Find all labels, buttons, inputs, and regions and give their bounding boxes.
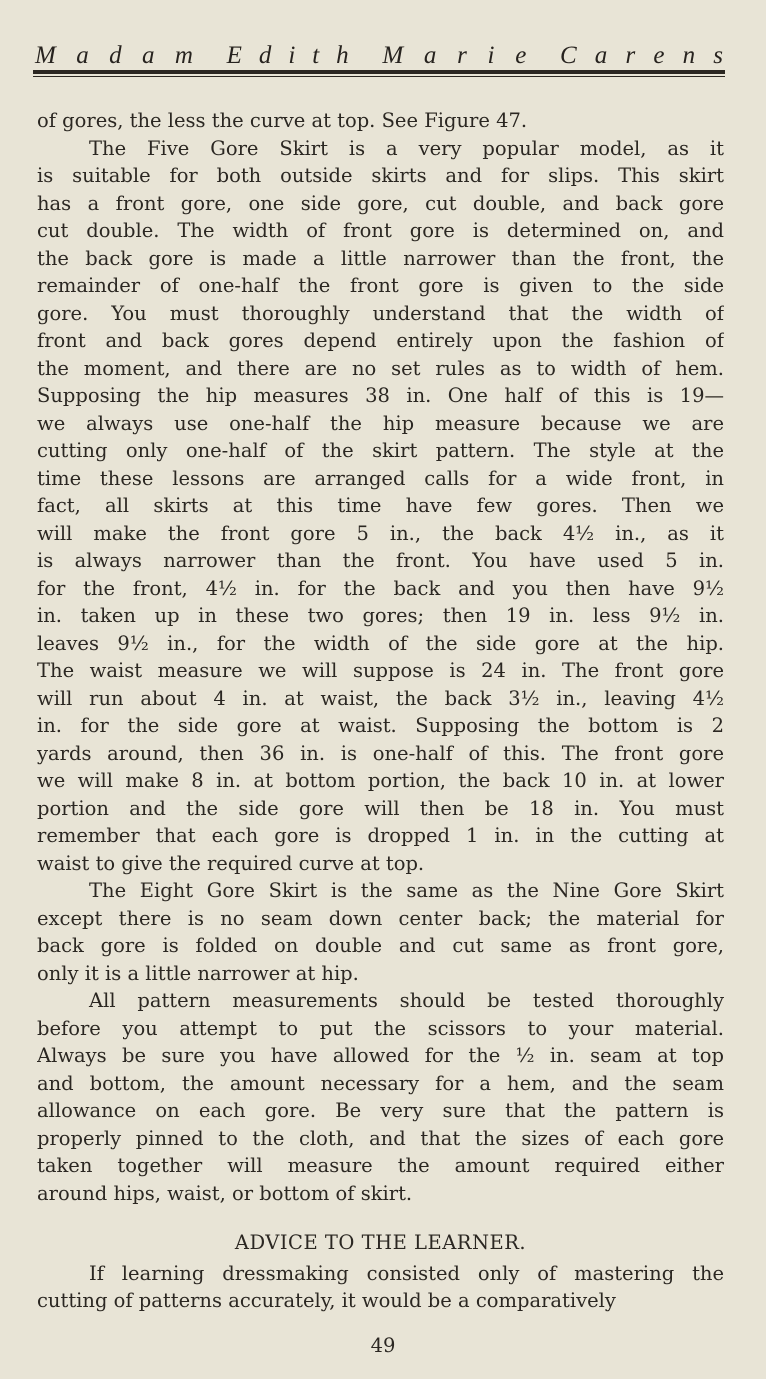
text-line: cutting of patterns accurately, it would be a comparatively [37,1289,616,1312]
text-line: back gore is folded on double and cut same as front gore, [37,934,724,957]
header-word: M a d a m [35,42,193,69]
paragraph [37,877,724,987]
header-word: E d i t h [226,42,349,69]
text-line: cut double. The width of front gore is determined on, and [37,219,724,242]
header-word: M a r i e [382,42,527,69]
paragraph [37,1260,724,1315]
header-rule-thin [33,76,725,77]
text-line: before you attempt to put the scissors to your material. [37,1016,724,1040]
text-line: taken together will measure the amount required either [37,1154,724,1177]
text-line: in. taken up in these two gores; then 19 in. less 9½ in. [37,604,724,627]
text-line: of gores, the less the curve at top. See Figure 47. [37,109,528,132]
text-line: remainder of one-half the front gore is given to the side [37,274,724,297]
text-line: yards around, then 36 in. is one-half of this. The front gore [37,741,724,765]
text-line: The Five Gore Skirt is a very popular model, as it [89,136,724,160]
running-header [35,38,723,70]
paragraph [37,987,724,1207]
text-line: The waist measure we will suppose is 24 in. The front gore [37,659,724,682]
text-line: fact, all skirts at this time have few gores. Then we [37,494,724,517]
text-line: for the front, 4½ in. for the back and you then have 9½ [37,576,724,600]
text-line: cutting only one-half of the skirt pattern. The style at the [37,439,724,462]
text-line: Supposing the hip measures 38 in. One half of this is 19— [37,384,724,407]
text-line: Always be sure you have allowed for the ½ in. seam at top [37,1044,724,1067]
text-line: is always narrower than the front. You have used 5 in. [37,549,724,572]
text-line: the back gore is made a little narrower than the front, the [37,246,724,270]
text-line: is suitable for both outside skirts and for slips. This skirt [37,164,724,187]
paragraph [37,135,724,878]
text-line: only it is a little narrower at hip. [37,961,359,985]
text-line: front and back gores depend entirely upon the fashion of [37,329,724,352]
text-line: waist to give the required curve at top. [37,851,425,875]
text-line: we will make 8 in. at bottom portion, the back 10 in. at lower [37,769,724,792]
text-line: remember that each gore is dropped 1 in. in the cutting at [37,824,724,847]
text-line: If learning dressmaking consisted only of mastering the [89,1261,724,1285]
paragraph [37,107,724,135]
text-line: we always use one-half the hip measure because we are [37,411,724,435]
body-text [37,107,724,1315]
text-line: except there is no seam down center back; the material for [37,906,724,930]
section-heading: ADVICE TO THE LEARNER. [234,1231,527,1254]
page-number: 49 [370,1334,396,1357]
text-line: leaves 9½ in., for the width of the side gore at the hip. [37,631,724,655]
text-line: the moment, and there are no set rules as to width of hem. [37,356,724,380]
text-line: gore. You must thoroughly understand that the width of [37,301,724,325]
text-line: portion and the side gore will then be 18 in. You must [37,796,724,820]
text-line: All pattern measurements should be tested thoroughly [89,989,724,1012]
text-line: properly pinned to the cloth, and that the sizes of each gore [37,1126,724,1150]
text-line: time these lessons are arranged calls for a wide front, in [37,466,724,490]
text-line: The Eight Gore Skirt is the same as the Nine Gore Skirt [89,879,724,902]
text-line: will run about 4 in. at waist, the back 3½ in., leaving 4½ [37,686,724,710]
text-line: around hips, waist, or bottom of skirt. [37,1181,413,1205]
text-line: in. for the side gore at waist. Supposing the bottom is 2 [37,714,724,737]
text-line: and bottom, the amount necessary for a hem, and the seam [37,1071,724,1095]
text-line: will make the front gore 5 in., the back 4½ in., as it [37,521,724,545]
text-line: allowance on each gore. Be very sure that the pattern is [37,1099,724,1122]
text-line: has a front gore, one side gore, cut double, and back gore [37,191,724,215]
header-word: C a r e n s [559,42,723,69]
header-rule-thick [33,70,725,74]
